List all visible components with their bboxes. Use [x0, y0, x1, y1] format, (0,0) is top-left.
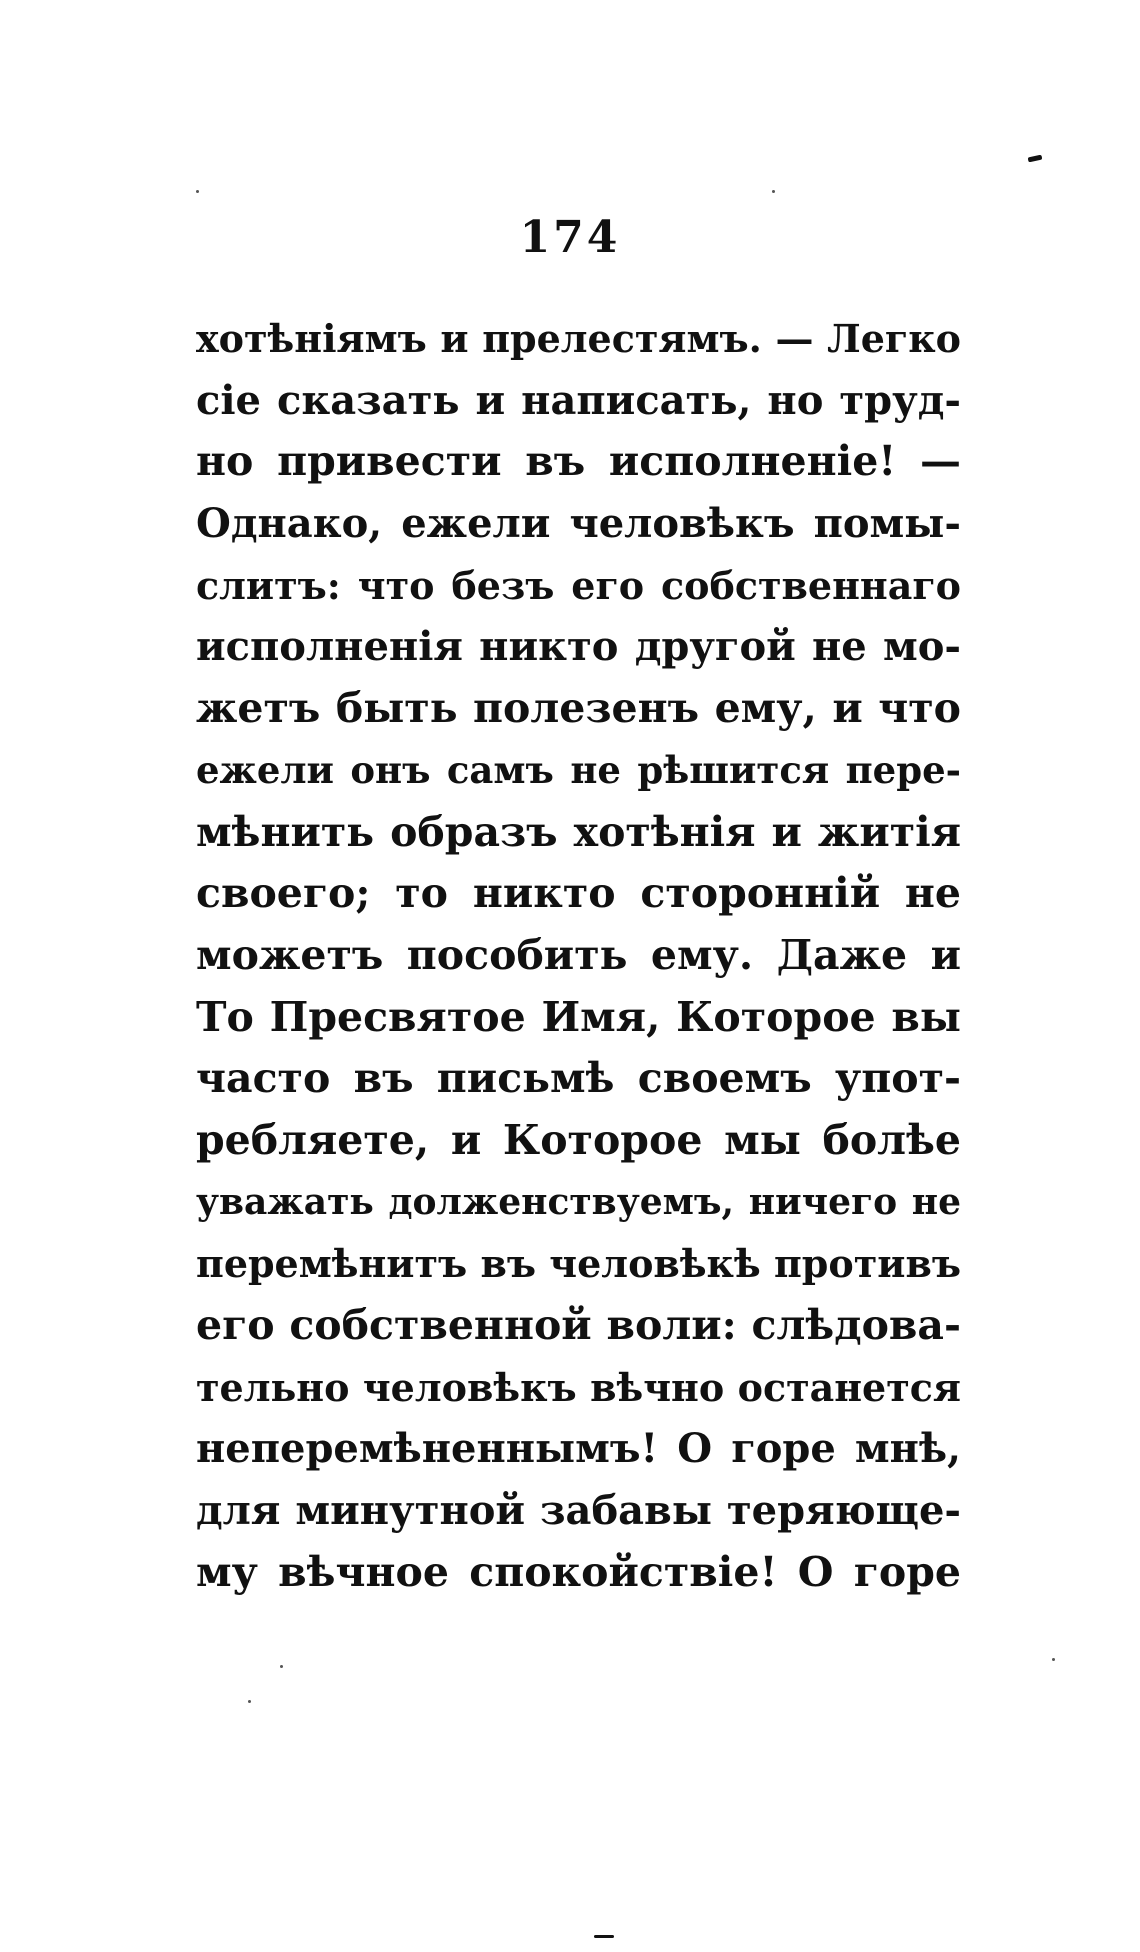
text-line: перемѣнитъ въ человѣкѣ противъ [196, 1241, 961, 1287]
text-line: ребляете, и Которое мы болѣе [196, 1115, 961, 1164]
paper-speck [772, 190, 775, 193]
text-line: исполненія никто другой не мо- [196, 623, 961, 671]
text-line: можетъ пособить ему. Даже и [196, 930, 961, 979]
text-line: его собственной воли: слѣдова- [196, 1301, 961, 1349]
text-line: му вѣчное спокойствіе! О горе [196, 1547, 961, 1596]
text-line: То Пресвятое Имя, Которое вы [196, 992, 961, 1041]
paper-speck [248, 1700, 251, 1703]
text-line: тельно человѣкъ вѣчно останется [196, 1364, 961, 1410]
catchword-dash [594, 1935, 614, 1938]
paper-speck [196, 190, 199, 193]
paper-speck [1052, 1658, 1055, 1661]
ink-mark [1028, 155, 1043, 163]
paper-speck [280, 1665, 283, 1668]
text-line: Однако, ежели человѣкъ помы- [196, 500, 961, 548]
page-number: 174 [519, 212, 621, 263]
text-line: часто въ письмѣ своемъ упот- [196, 1054, 961, 1103]
text-line: для минутной забавы теряюще- [196, 1487, 961, 1535]
text-line: сіе сказать и написать, но труд- [196, 376, 961, 424]
text-line: жетъ быть полезенъ ему, и что [196, 684, 961, 733]
text-line: уважать долженствуемъ, ничего не [196, 1180, 961, 1223]
text-line: неперемѣненнымъ! О горе мнѣ, [196, 1425, 961, 1473]
text-line: хотѣніямъ и прелестямъ. — Легко [196, 316, 961, 361]
text-line: но привести въ исполненіе! — [196, 437, 961, 486]
text-line: слитъ: что безъ его собственнаго [196, 562, 961, 608]
text-line: своего; то никто сторонній не [196, 869, 961, 918]
text-line: ежели онъ самъ не рѣшится пере- [196, 747, 961, 792]
body-text [196, 308, 961, 1603]
text-line: мѣнить образъ хотѣнія и житія [196, 807, 961, 856]
